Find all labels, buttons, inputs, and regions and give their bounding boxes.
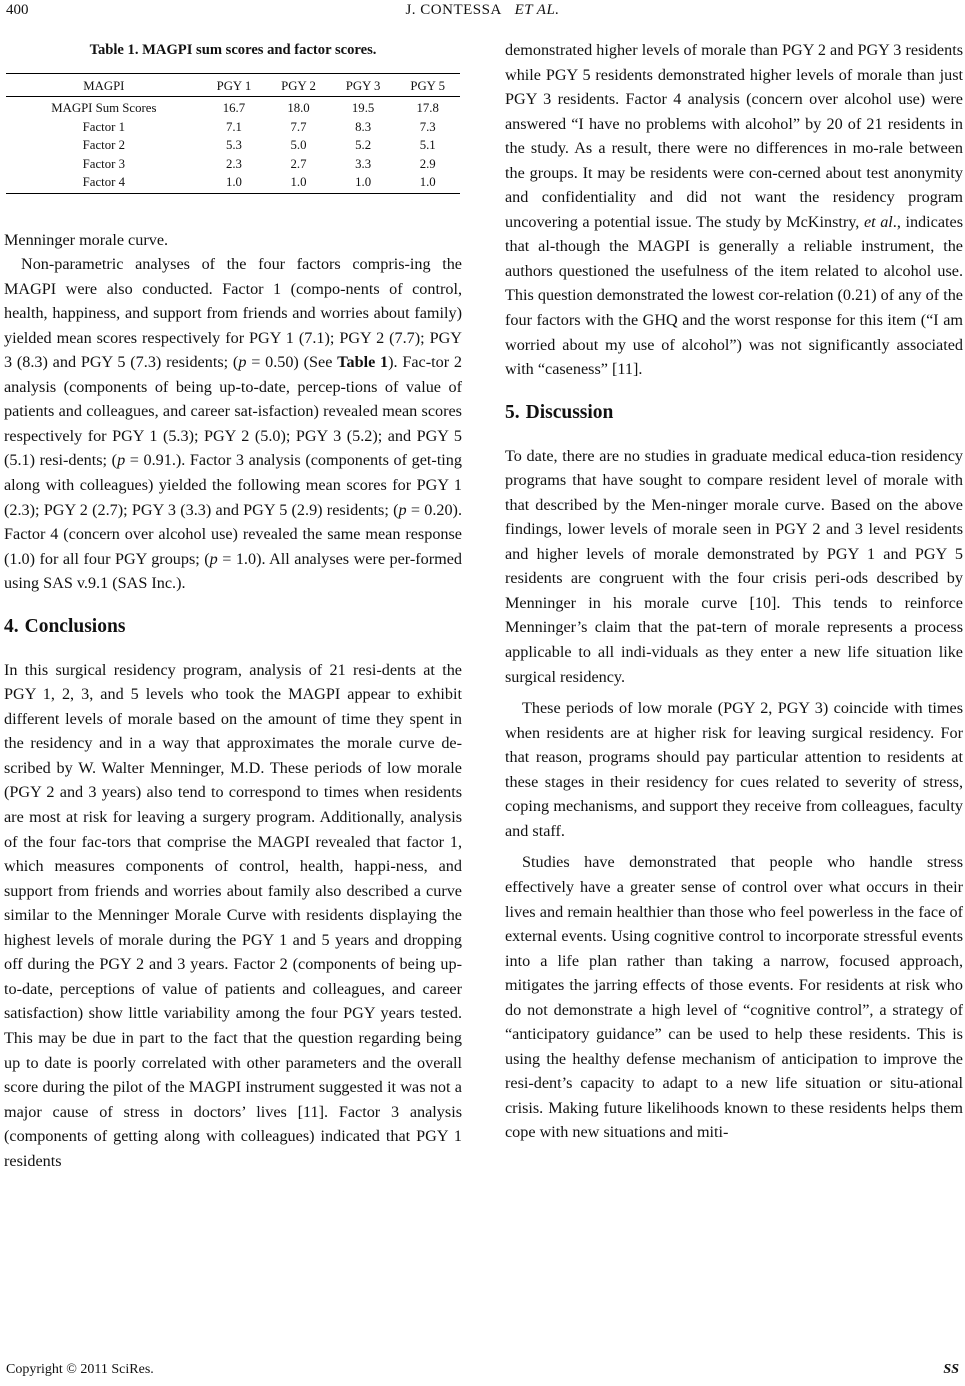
paragraph-discussion-1: To date, there are no studies in graduate medical educa-tion residency programs that have sought to compare resident level of morale with that described by the Men-ninger morale curve. Based on the above findings, lower levels of morale seen in PGY 2 and 3 level residents and higher levels of morale demonstrated by PGY 1 and PGY 5 residents are congruent with the four crisis peri-ods described by Menninger in his morale curve [10]. This tends to reinforce Menninger’s claim that the pat-tern of morale represents a process applicable to all indi-viduals as they enter a new life situation like surgical residency. <box>505 446 963 686</box>
paragraph-discussion-2: These periods of low morale (PGY 2, PGY 3) coincide with times when residents are at higher risk for leaving surgical residency. For that reason, programs should pay particular attention to residents at these stages in their residency for cues related to severity of stress, coping mechanisms, and support they receive from colleagues, faculty and staff. <box>505 699 963 840</box>
table-cell: 2.3 <box>225 156 242 171</box>
table-cell: 19.5 <box>351 101 375 116</box>
table-cell: 7.7 <box>290 119 307 134</box>
table-row <box>6 173 460 193</box>
right-column <box>505 38 963 1145</box>
table-col-header: MAGPI <box>6 73 202 97</box>
page-number: 400 <box>6 2 29 18</box>
paragraph-discussion-3: Studies have demonstrated that people who handle stress effectively have a greater sense of control over what occurs in their lives and remain healthier than those who feel powerless in the face of external events. Using cognitive control to incorporate stressful events into a life plan rather than taking a narrow, focused approach, mitigates the jarring effects of those events. For residents at risk who do not demonstrate a high level of “cognitive control”, a strategy of “anticipatory guidance” can be used to help these residents. This is using the healthy defense mechanism of anticipation to improve the resi-dent’s capacity to adapt to a new life situation or situ-ational crisis. Making future likelihoods known to these residents helps them cope with new situations and miti- <box>505 853 963 1142</box>
table-cell: 1.0 <box>395 173 460 193</box>
table-cell: Factor 4 <box>6 173 202 193</box>
section-heading-discussion: 5. Discussion <box>505 401 614 423</box>
table-cell: 8.3 <box>355 119 372 134</box>
paragraph-nonparametric: Non-parametric analyses of the four factors compris-ing the MAGPI were also conducted. Factor 1 (compo-nents of control, health, happiness, and support from friends and worries about family) yielded mean scores respectively for PGY 1 (7.1); PGY 2 (7.7); PGY 3 (8.3) and PGY 5 (7.3) residents; (p = 0.50) (See Table 1). Fac-tor 2 analysis (components of being up-to-date, percep-tions of value of patients and colleagues, and career sat-isfaction) revealed mean scores respectively for PGY 1 (5.3); PGY 2 (5.0); PGY 3 (5.2); and PGY 5 (5.1) resi-dents; (p = 0.91.). Factor 3 analysis (components of get-ting along with colleagues) yielded the following mean scores for PGY 1 (2.3); PGY 2 (2.7); PGY 3 (3.3) and PGY 5 (2.9) residents; (p = 0.20). Factor 4 (concern over alcohol use) revealed the same mean response (1.0) for all four PGY groups; (p = 1.0). All analyses were per-formed using SAS v.9.1 (SAS Inc.). <box>4 255 462 593</box>
left-column <box>4 38 462 1173</box>
table-col-header: PGY 3 <box>331 73 396 97</box>
section-heading-conclusions: 4. Conclusions <box>4 615 126 637</box>
table-cell: 3.3 <box>355 156 372 171</box>
table-cell: 5.2 <box>355 138 372 153</box>
table-cell: MAGPI Sum Scores <box>51 101 157 116</box>
table-cell: 5.0 <box>290 138 307 153</box>
table-col-header: PGY 1 <box>202 73 267 97</box>
table-cell: Factor 2 <box>82 138 125 153</box>
copyright-notice: Copyright © 2011 SciRes. <box>6 1362 154 1377</box>
paragraph-conclusions: In this surgical residency program, analysis of 21 resi-dents at the PGY 1, 2, 3, and 5 levels who took the MAGPI appear to exhibit different levels of morale based on the amount of time they spent in the residency and in a way that approximates the morale curve de-scribed by W. Walter Menninger, M.D. These periods of low morale (PGY 2 and 3 years) also tend to correspond to times when residents are most at risk for leaving a surgery program. Additionally, analysis of the four fac-tors that comprise the MAGPI revealed that factor 1, which measures components of control, health, happi-ness, and support from friends and worries about family also described a curve similar to the Menninger Morale Curve with residents displaying the highest levels of morale during the PGY 1 and 5 years and dropping off during the PGY 2 and 3 years. Factor 2 (components of being up-to-date, perceptions of value of patients and colleagues, and career satisfaction) show little variability among the four PGY years tested. This may be due in part to the fact that the question regarding being up to date is poorly correlated with other parameters and the overall score during the pilot of the MAGPI instrument suggested it was not a major cause of stress in doctors’ lives [11]. Factor 3 analysis (components of getting along with colleagues) indicated that PGY 1 residents <box>4 660 462 1170</box>
table-reference: Table 1 <box>337 353 389 372</box>
table-cell: 5.3 <box>225 138 242 153</box>
table-cell: Factor 1 <box>82 119 125 134</box>
paragraph-continued: Menninger morale curve. <box>4 230 169 249</box>
table-cell: 1.0 <box>202 173 267 193</box>
paragraph-continued: demonstrated higher levels of morale than PGY 2 and PGY 3 residents while PGY 5 residents demonstrated higher levels of morale than just PGY 3 residents. Factor 4 analysis (concern over alcohol use) were answered “I have no problems with alcohol” by 20 of 21 residents in the study. As a result, there were no differences in mo-rale between the groups. It may be residents were con-cerned about test anonymity and confidentiality and did not want the residency program uncovering a potential issue. The study by McKinstry, et al., indicates that al-though the MAGPI is generally a reliable instrument, the authors questioned the usefulness of the item related to alcohol use. This question demonstrated the lowest cor-relation (0.21) of any of the four factors with the GHQ and the worst response for this item (“I am worried about my use of alcohol”) was not significantly associated with “caseness” [11]. <box>505 41 963 379</box>
table-cell: 16.7 <box>222 101 246 116</box>
journal-code: SS <box>943 1362 959 1377</box>
table-cell: 1.0 <box>331 173 396 193</box>
table-cell: 5.1 <box>419 138 436 153</box>
table-caption: Table 1. MAGPI sum scores and factor scores. <box>89 42 377 58</box>
running-header-authors <box>0 2 965 19</box>
table-cell: 7.1 <box>225 119 242 134</box>
table-row <box>6 136 460 155</box>
table-cell: 18.0 <box>287 101 310 116</box>
table-cell: 2.9 <box>419 156 436 171</box>
author-etal: ET AL. <box>514 2 560 18</box>
table-cell: Factor 3 <box>82 156 125 171</box>
table-magpi-scores <box>6 73 460 194</box>
author-lead: J. CONTESSA <box>405 2 502 18</box>
table-row <box>6 97 460 118</box>
table-cell: 1.0 <box>266 173 331 193</box>
table-cell: 7.3 <box>419 119 436 134</box>
table-row <box>6 118 460 137</box>
table-row <box>6 155 460 174</box>
table-col-header: PGY 5 <box>395 73 460 97</box>
table-col-header: PGY 2 <box>266 73 331 97</box>
table-header-row <box>6 73 460 97</box>
table-cell: 17.8 <box>416 101 439 116</box>
table-cell: 2.7 <box>290 156 307 171</box>
